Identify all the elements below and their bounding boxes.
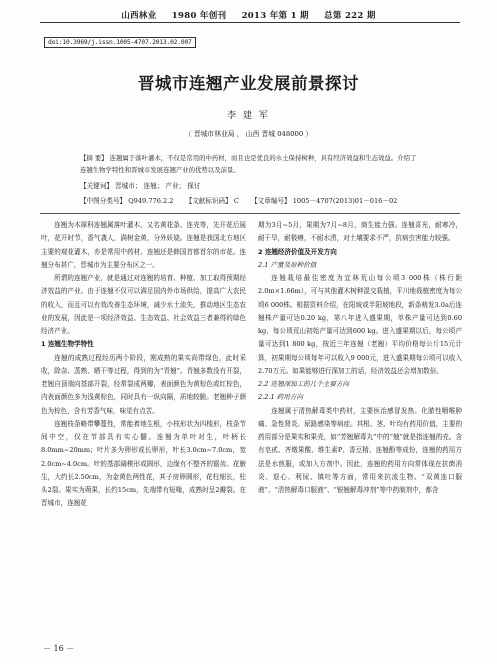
- doi-box: doi:10.3969/j.issn.1005-4707.2013.02.007: [44, 37, 196, 48]
- body-column-left: [41, 219, 246, 511]
- body-paragraph: 连翘为木犀科连翘属落叶灌木，又名黄花条、连壳等，先开花后展叶，花开时节，香气袭人，满树金黄，分外妖娆。连翘是我国北方地区主要的观花灌木，亦是常用中药材。连翘还是韩国首都首尔的市花。连翘分布甚广，晋城市为主要分布区之一。: [41, 221, 246, 269]
- body-paragraph: 所谓的连翘产业，就是通过对连翘的培育、种植、加工取得预期经济效益的产业。由于连翘不仅可以满足国内外市场供给，提高广大农民的收入，而且可以有效改善生态环境，减少水土流失，推动地区生态农业的发展，因此是一项经济效益、生态效益、社会效益三者兼得的绿色经济产业。: [41, 274, 246, 335]
- clc-number: 【中图分类号】 Q949.776.2.2: [80, 197, 174, 205]
- body-paragraph: 期为3月~5月，果期为7月~8月，商生能力强。连翘喜光，耐寒冷，耐干旱，耐极瘠，不耐水涝，对土壤要求不严，抗病虫害能力较强。: [258, 221, 462, 243]
- subsection-heading: 2.2 连翘深加工的几个主要方向: [258, 380, 350, 388]
- abstract: 【摘 要】 连翘属于落叶灌木，不仅是常用的中药材，而且也是优良的水土保持树种，具有经济效益和生态效益。介绍了连翘生物学特性和晋城市发展连翘产业的优势以及前景。: [80, 154, 417, 174]
- section-heading: 2 连翘经济价值及开发方向: [258, 247, 337, 256]
- page-number: － 16 －: [43, 644, 75, 653]
- body-column-right: [258, 219, 462, 497]
- classification-line: [80, 195, 440, 205]
- article-title: 晋城市连翘产业发展前景探讨: [138, 74, 359, 93]
- body-paragraph: 连翘栽培最佳密度为宜林荒山每公顷3 000株（株行距2.0m×1.66m），可与其他灌木树种混交栽植，平川地栽植密度为每公顷6 000株。根据资料介绍，在阳坡或半阳坡地段，新条萌发3.0a后连翘株产量可达0.20 kg，第八年进入盛果期，单株产量可达到0.60 kg，每公顷荒山初始产量可达到600 kg。进入盛果期以后，每公顷产量可达到1 800 kg，按近三年连翘（老翘）平均价格每公斤15元计算，初果期每公顷每年可以收入9 000元，进入盛果期每公顷可以收入2.70万元。如果能够进行深加工的话，经济效益还会增加数倍。: [258, 274, 462, 375]
- abstract-divider: [40, 213, 460, 214]
- author-affiliation: （ 晋城市林业局 ， 山西 晋城 048000 ）: [184, 130, 313, 138]
- author-name: 李 建 军: [227, 111, 270, 121]
- body-paragraph: 连翘属于清热解毒类中药材，主要医治感冒发热、化脓性咽喉肿痛、急性肾炎、尿路感染等病症。其根、茎、叶均有药用价值，主要的药用部分是果实和果壳，如“芳翘解毒丸”中的“翘”就是指连翘的壳。含有皂甙、齐墩果酸、维生素P、香豆精、连翘酚等成份，连翘的药用方法是水煎服，或加入方剂中。因此，连翘的药用方向常体现在抗菌消炎、退心、利尿、镇吐等方面，常用来抗流生物。“双黄连口服液”、“清热解毒口服液”、“银翘解毒冲剂”等中药制剂中，都含: [258, 406, 462, 494]
- header-rule: [40, 22, 460, 23]
- article-number: 【文章编号】 1005－4707(2013)01－016－02: [251, 197, 398, 205]
- founded-year: 1980 年创刊: [171, 11, 227, 21]
- running-header: [0, 9, 497, 21]
- section-heading: 1 连翘生物学特性: [41, 340, 94, 349]
- subsection-heading: 2.1 产量及原种价值: [258, 260, 317, 269]
- body-paragraph: 连翘的成熟过程经历两个阶段，刚成熟的果实尚带绿色，此时采收，除杂、蒸熟、晒干等过程，得到的为“青翘”。青翘多数没有开裂，老翘自顶端向基部开裂，经常裂成两瓣，表面颜色为黄棕色或红棕色，内表面颜色多为浅黄棕色，同时具有一纵向隔，质地较脆。老翘种子颜色为棕色，含有芳香气味，味觉有点苦。: [41, 353, 246, 415]
- subsection-heading: 2.2.1 药用方向: [258, 393, 303, 402]
- keywords: 【关键词】 晋城市； 连翘； 产业； 探讨: [80, 182, 201, 190]
- body-paragraph: 连翘枝条略带攀蔓性，常能着地生根，小枝形状为四棱形，枝条节间中空，仅在节部具有实心髓。连翘为单叶对生，叶柄长8.0mm~20mm；叶片多为卵形或长卵形，叶长3.0cm~7.0cm，宽2.0cm~4.0cm。叶的基部阔楔形或圆形，边缘有不整齐的锯齿。花腋生，大约长2.50cm，为金黄色两性花，其子房卵圆形，花柱细长，柱头2裂。果实为蒴果，长约15cm，先端带有短喙，成熟时呈2瓣裂。在晋城市，连翘花: [41, 419, 246, 508]
- document-code: 【文献标识码】 C: [185, 197, 239, 205]
- issue-number: 2013 年第 1 期: [241, 11, 309, 21]
- total-issue: 总第 222 期: [324, 11, 376, 21]
- journal-name: 山西林业: [121, 11, 157, 21]
